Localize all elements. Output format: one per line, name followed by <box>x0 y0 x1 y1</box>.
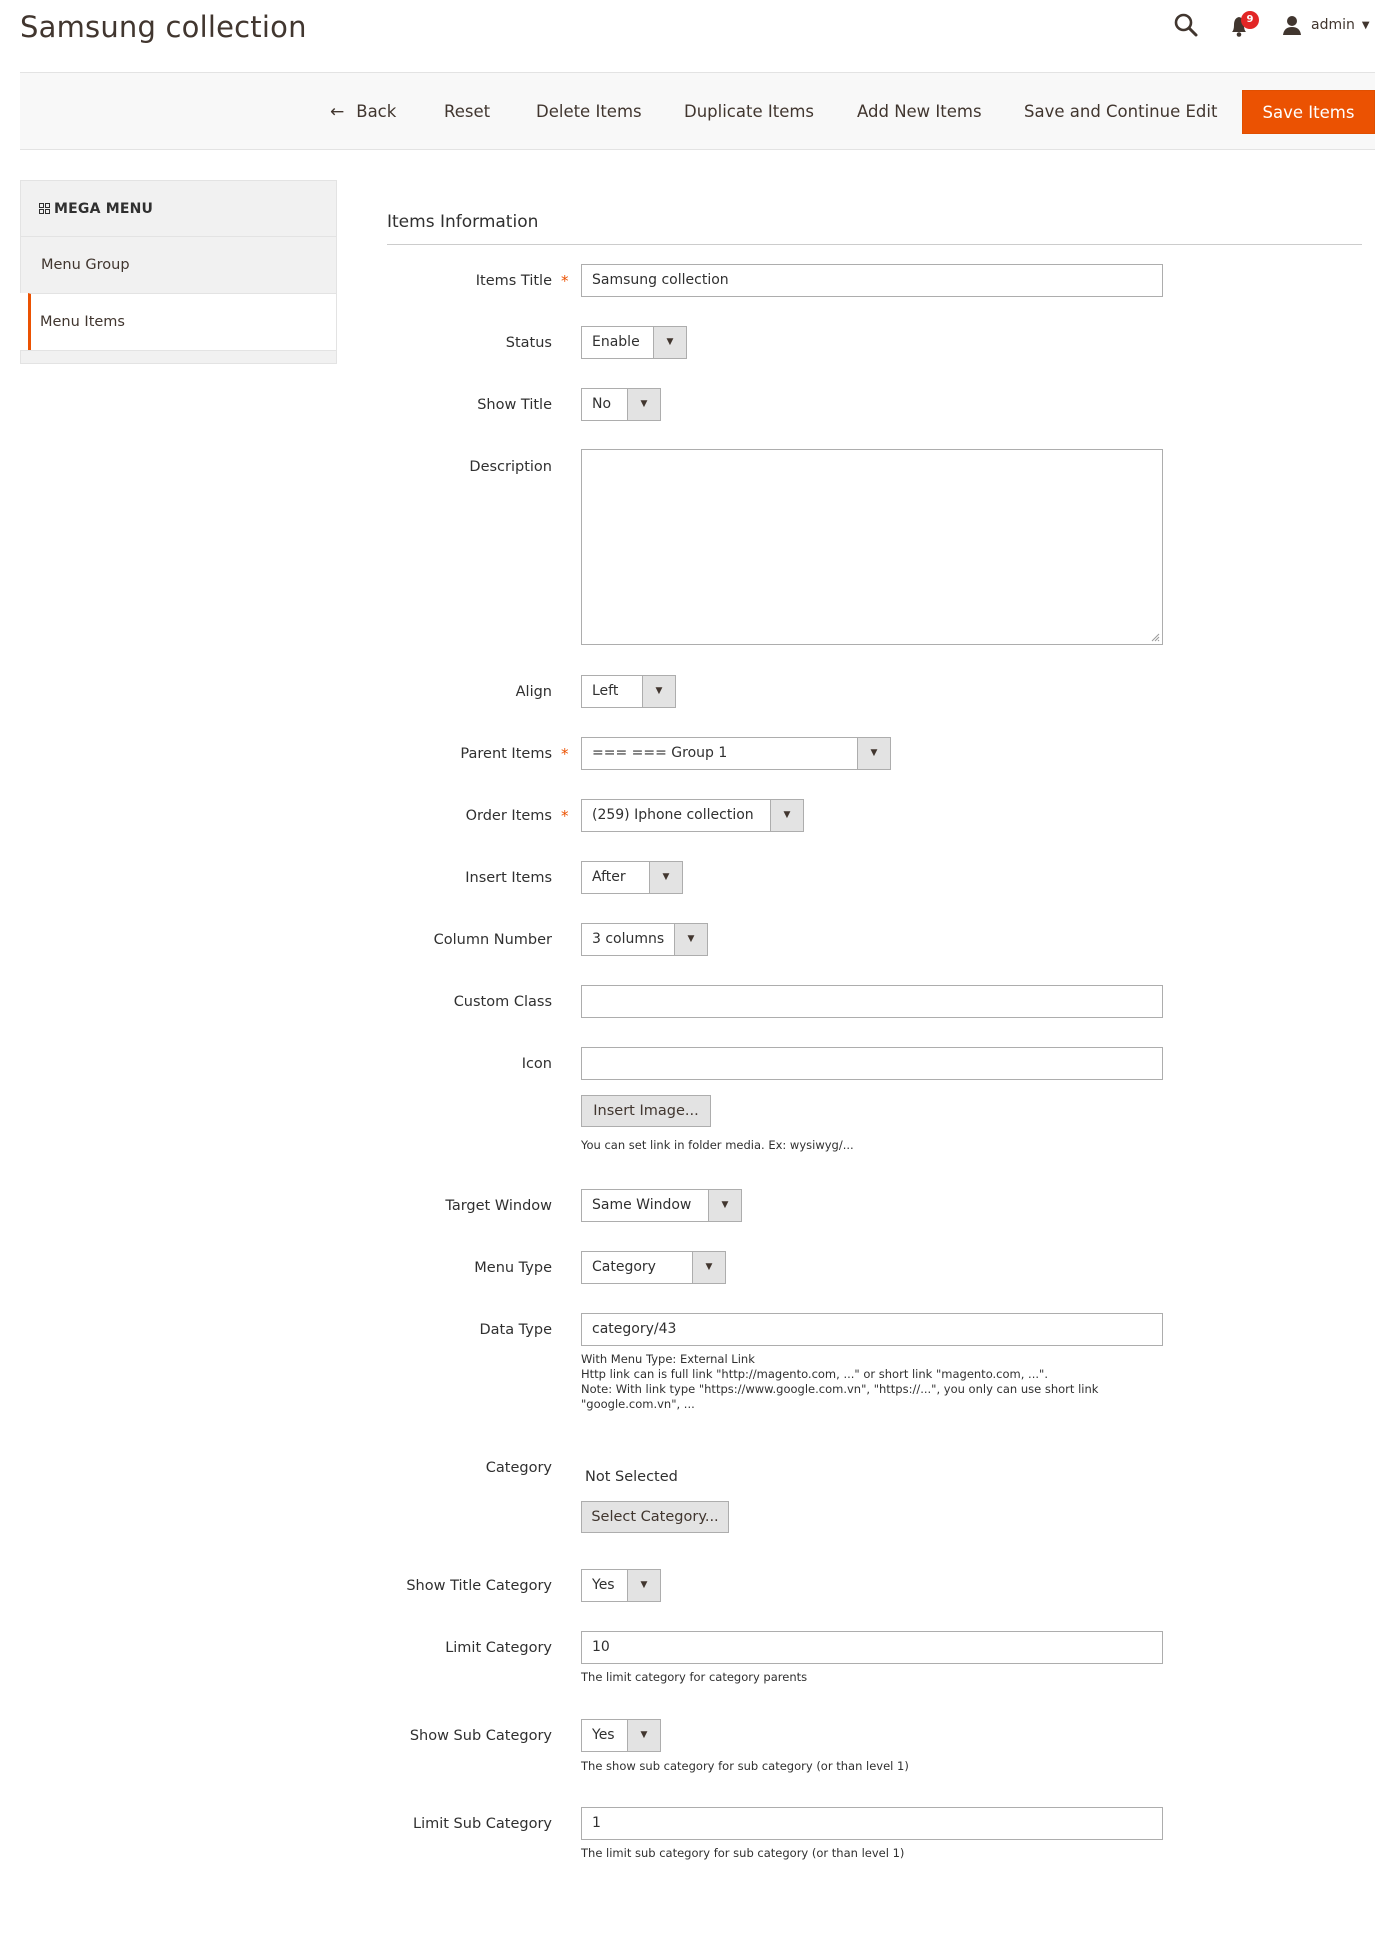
align-select[interactable] <box>581 675 676 708</box>
column-number-label: Column Number <box>433 932 552 948</box>
data-type-note-line: With Menu Type: External Link <box>581 1352 755 1366</box>
items-title-input[interactable]: Samsung collection <box>581 264 1163 297</box>
order-items-select[interactable] <box>581 799 804 832</box>
mega-menu-sidebar <box>20 180 337 364</box>
required-asterisk: * <box>561 807 569 825</box>
custom-class-input[interactable] <box>581 985 1163 1018</box>
sidebar-header <box>20 180 337 236</box>
sidebar-item-menu-items[interactable] <box>28 293 337 350</box>
target-window-select-value: Same Window <box>592 1197 692 1213</box>
order-items-select-value: (259) Iphone collection <box>592 807 754 823</box>
data-type-note-line: "google.com.vn", ... <box>581 1397 695 1411</box>
limit-category-note: The limit category for category parents <box>581 1670 808 1684</box>
status-label: Status <box>505 335 552 351</box>
insert-items-select[interactable] <box>581 861 683 894</box>
align-select-value: Left <box>592 683 619 699</box>
save-and-continue-button[interactable]: Save and Continue Edit <box>1024 102 1218 121</box>
show-sub-category-label: Show Sub Category <box>409 1728 552 1744</box>
dropdown-arrow-icon: ▼ <box>649 862 682 893</box>
page-header <box>0 0 1375 72</box>
search-icon[interactable] <box>1173 12 1199 38</box>
category-label: Category <box>485 1460 552 1476</box>
section-divider <box>387 244 1362 245</box>
description-textarea[interactable] <box>581 449 1163 645</box>
status-select-value: Enable <box>592 334 640 350</box>
grid-icon <box>39 203 50 214</box>
reset-button[interactable]: Reset <box>444 102 491 121</box>
data-type-label: Data Type <box>479 1322 552 1338</box>
align-label: Align <box>515 684 552 700</box>
dropdown-arrow-icon: ▼ <box>708 1190 741 1221</box>
target-window-select[interactable] <box>581 1189 742 1222</box>
insert-image-button[interactable]: Insert Image... <box>581 1095 711 1127</box>
icon-input[interactable] <box>581 1047 1163 1080</box>
required-asterisk: * <box>561 745 569 763</box>
parent-items-select-value: === === Group 1 <box>592 745 728 761</box>
order-items-label: Order Items <box>465 808 552 824</box>
notifications-count-badge: 9 <box>1241 11 1259 29</box>
limit-sub-category-input[interactable]: 1 <box>581 1807 1163 1840</box>
sidebar-footer <box>20 350 337 364</box>
menu-type-label: Menu Type <box>474 1260 552 1276</box>
show-sub-category-note: The show sub category for sub category (or than level 1) <box>581 1759 909 1773</box>
page-title: Samsung collection <box>20 10 307 44</box>
show-title-category-label: Show Title Category <box>406 1578 552 1594</box>
dropdown-arrow-icon: ▼ <box>627 1570 660 1601</box>
user-icon <box>1281 14 1303 36</box>
caret-down-icon: ▼ <box>1361 19 1370 31</box>
show-title-label: Show Title <box>477 397 552 413</box>
show-title-category-select-value: Yes <box>592 1577 615 1593</box>
limit-sub-category-label: Limit Sub Category <box>413 1816 552 1832</box>
sidebar-item-label: Menu Group <box>41 257 130 273</box>
limit-category-input[interactable]: 10 <box>581 1631 1163 1664</box>
parent-items-label: Parent Items <box>460 746 552 762</box>
show-title-select[interactable] <box>581 388 661 421</box>
target-window-label: Target Window <box>445 1198 552 1214</box>
column-number-select-value: 3 columns <box>592 931 665 947</box>
data-type-note-line: Http link can is full link "http://magento.com, ..." or short link "magento.com, ...". <box>581 1367 1048 1381</box>
insert-items-label: Insert Items <box>465 870 552 886</box>
menu-type-select-value: Category <box>592 1259 656 1275</box>
status-select[interactable] <box>581 326 687 359</box>
dropdown-arrow-icon: ▼ <box>692 1252 725 1283</box>
data-type-input[interactable]: category/43 <box>581 1313 1163 1346</box>
data-type-note-line: Note: With link type "https://www.google.com.vn", "https://...", you only can use short link <box>581 1382 1099 1396</box>
description-label: Description <box>469 459 552 475</box>
required-asterisk: * <box>561 272 569 290</box>
category-selected-value: Not Selected <box>585 1469 678 1485</box>
admin-user-menu[interactable] <box>1281 12 1370 38</box>
arrow-left-icon: ← <box>330 102 345 122</box>
section-title: Items Information <box>387 212 539 232</box>
save-items-button[interactable]: Save Items <box>1242 90 1375 134</box>
limit-category-label: Limit Category <box>445 1640 552 1656</box>
icon-label: Icon <box>521 1056 552 1072</box>
icon-note: You can set link in folder media. Ex: wysiwyg/... <box>581 1138 854 1152</box>
menu-type-select[interactable] <box>581 1251 726 1284</box>
show-sub-category-select-value: Yes <box>592 1727 615 1743</box>
sidebar-item-label: Menu Items <box>40 314 125 330</box>
add-new-items-button[interactable]: Add New Items <box>857 102 982 121</box>
dropdown-arrow-icon: ▼ <box>674 924 707 955</box>
select-category-button[interactable]: Select Category... <box>581 1501 729 1533</box>
sidebar-item-menu-group[interactable] <box>20 236 337 293</box>
items-title-label: Items Title <box>475 273 552 289</box>
insert-items-select-value: After <box>592 869 626 885</box>
dropdown-arrow-icon: ▼ <box>642 676 675 707</box>
back-button-label: Back <box>356 102 397 121</box>
resize-grip-icon[interactable] <box>1151 633 1160 642</box>
column-number-select[interactable] <box>581 923 708 956</box>
show-title-category-select[interactable] <box>581 1569 661 1602</box>
custom-class-label: Custom Class <box>453 994 552 1010</box>
show-sub-category-select[interactable] <box>581 1719 661 1752</box>
page-actions-toolbar <box>20 72 1375 150</box>
duplicate-items-button[interactable]: Duplicate Items <box>684 102 815 121</box>
dropdown-arrow-icon: ▼ <box>857 738 890 769</box>
show-title-select-value: No <box>592 396 612 412</box>
delete-items-button[interactable]: Delete Items <box>536 102 642 121</box>
dropdown-arrow-icon: ▼ <box>627 389 660 420</box>
back-button[interactable] <box>330 90 396 134</box>
dropdown-arrow-icon: ▼ <box>770 800 803 831</box>
dropdown-arrow-icon: ▼ <box>627 1720 660 1751</box>
sidebar-title: MEGA MENU <box>54 200 154 217</box>
limit-sub-category-note: The limit sub category for sub category (or than level 1) <box>581 1846 905 1860</box>
dropdown-arrow-icon: ▼ <box>653 327 686 358</box>
parent-items-select[interactable] <box>581 737 891 770</box>
user-name: admin <box>1311 17 1355 33</box>
